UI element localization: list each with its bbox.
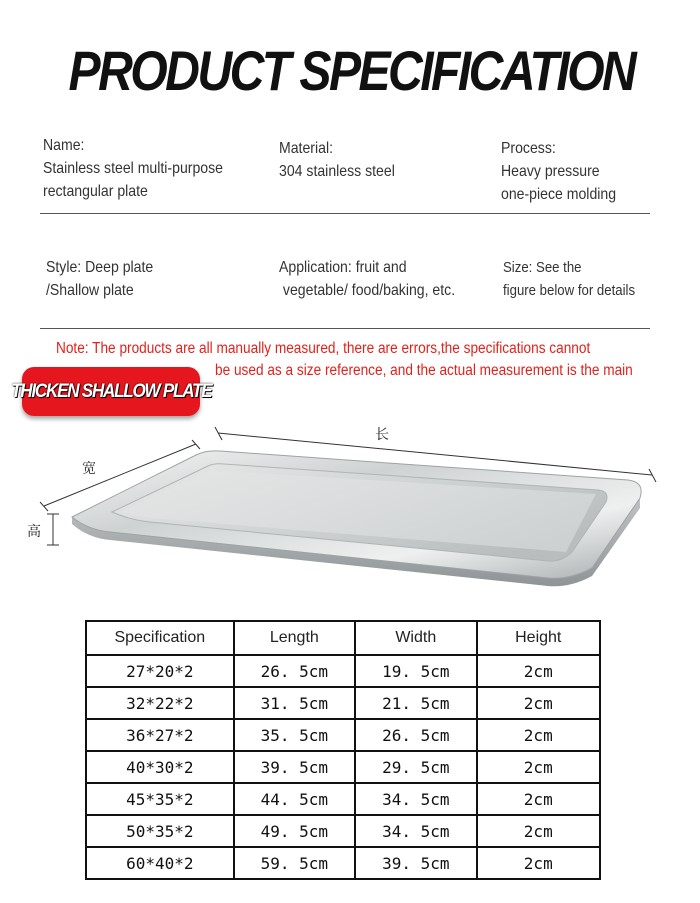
spec-process-value: Heavy pressure one-piece molding [501, 163, 617, 203]
height-label: 高 [27, 524, 41, 540]
cell-height: 2cm [477, 687, 601, 719]
spec-material [279, 137, 395, 183]
width-label: 宽 [82, 461, 96, 477]
cell-width: 34. 5cm [355, 783, 476, 815]
note-line-1: Note: The products are all manually measured, there are errors,the specifications cannot [56, 340, 591, 357]
spec-size [503, 256, 635, 302]
cell-specification: 45*35*2 [86, 783, 234, 815]
cell-width: 21. 5cm [355, 687, 476, 719]
cell-width: 26. 5cm [355, 719, 476, 751]
spec-style-line2: /Shallow plate [46, 282, 134, 299]
cell-length: 39. 5cm [234, 751, 355, 783]
table-row [86, 751, 600, 783]
cell-height: 2cm [477, 815, 601, 847]
header-width: Width [355, 621, 476, 655]
table-row [86, 783, 600, 815]
cell-specification: 50*35*2 [86, 815, 234, 847]
spec-application [279, 256, 455, 302]
spec-size-line2: figure below for details [503, 282, 636, 299]
table-row [86, 815, 600, 847]
cell-length: 49. 5cm [234, 815, 355, 847]
header-height: Height [477, 621, 601, 655]
table-row [86, 847, 600, 879]
size-table [85, 620, 601, 880]
note-line-2: be used as a size reference, and the actual measurement is the main [215, 362, 633, 379]
header-specification: Specification [86, 621, 234, 655]
cell-height: 2cm [477, 719, 601, 751]
cell-length: 26. 5cm [234, 655, 355, 687]
divider [40, 213, 650, 214]
spec-style [46, 256, 153, 302]
cell-height: 2cm [477, 847, 601, 879]
spec-size-line1: Size: See the [503, 259, 582, 276]
spec-name [43, 134, 223, 203]
cell-width: 34. 5cm [355, 815, 476, 847]
cell-length: 44. 5cm [234, 783, 355, 815]
table-row [86, 655, 600, 687]
length-label: 长 [375, 427, 389, 443]
cell-specification: 40*30*2 [86, 751, 234, 783]
cell-length: 59. 5cm [234, 847, 355, 879]
page-title: PRODUCT SPECIFICATION [68, 39, 635, 102]
spec-application-line2: vegetable/ food/baking, etc. [279, 282, 456, 299]
cell-height: 2cm [477, 783, 601, 815]
height-dimension-line [47, 514, 59, 545]
cell-specification: 36*27*2 [86, 719, 234, 751]
spec-material-label: Material: [279, 140, 333, 157]
cell-width: 29. 5cm [355, 751, 476, 783]
cell-length: 35. 5cm [234, 719, 355, 751]
cell-width: 19. 5cm [355, 655, 476, 687]
spec-application-line1: Application: fruit and [279, 259, 407, 276]
divider [40, 328, 650, 329]
spec-name-label: Name: [43, 137, 85, 154]
spec-style-line1: Style: Deep plate [46, 259, 154, 276]
spec-process [501, 137, 616, 206]
spec-material-value: 304 stainless steel [279, 163, 395, 180]
table-row [86, 687, 600, 719]
cell-length: 31. 5cm [234, 687, 355, 719]
table-row [86, 719, 600, 751]
cell-width: 39. 5cm [355, 847, 476, 879]
cell-specification: 27*20*2 [86, 655, 234, 687]
badge-label: THICKEN SHALLOW PLATE [10, 380, 212, 402]
spec-name-value: Stainless steel multi-purpose rectangular plate [43, 160, 224, 200]
thicken-shallow-plate-badge [10, 367, 212, 416]
header-length: Length [234, 621, 355, 655]
spec-process-label: Process: [501, 140, 556, 157]
cell-specification: 60*40*2 [86, 847, 234, 879]
cell-height: 2cm [477, 655, 601, 687]
tray-illustration [0, 420, 700, 600]
cell-height: 2cm [477, 751, 601, 783]
table-header-row [86, 621, 600, 655]
cell-specification: 32*22*2 [86, 687, 234, 719]
